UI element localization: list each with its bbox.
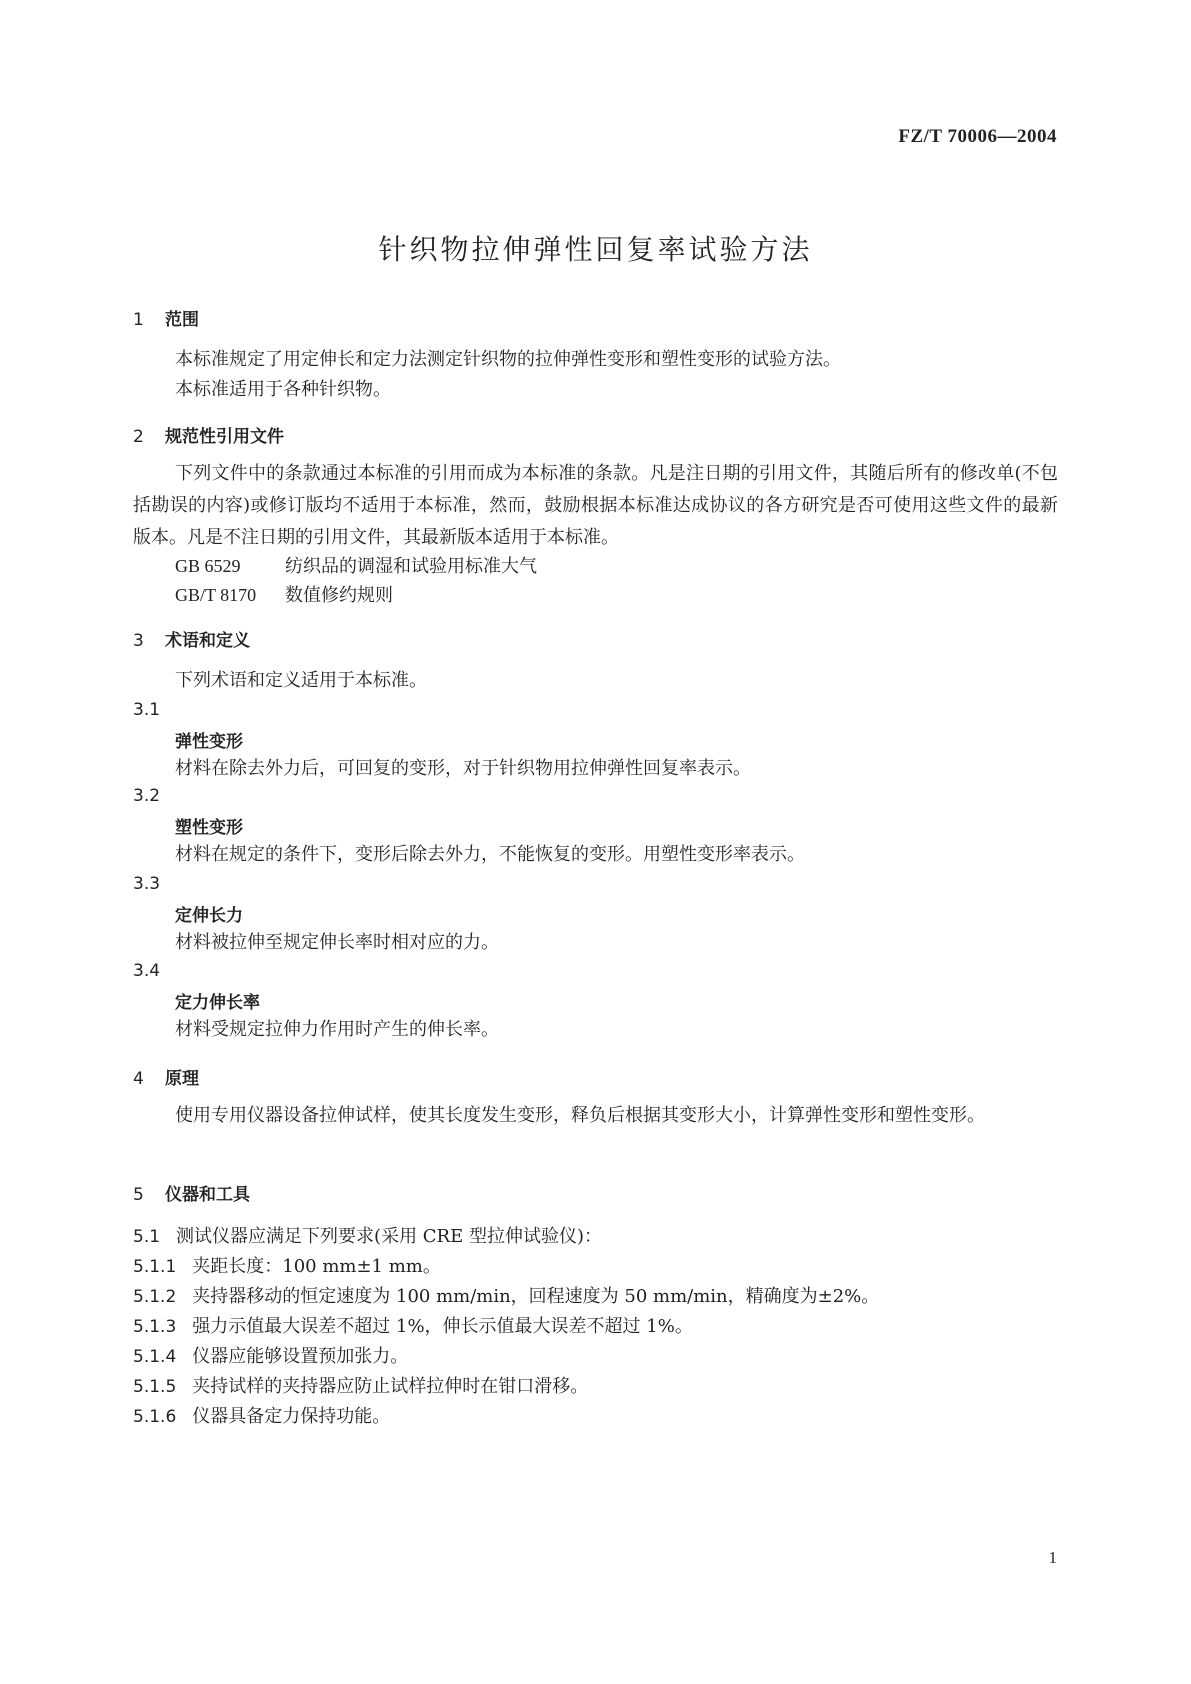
clause-number: 5.1.6	[133, 1407, 177, 1427]
clause-number: 5.1	[133, 1227, 161, 1247]
clause-number: 5.1.4	[133, 1347, 177, 1367]
section-5-heading	[133, 1180, 250, 1205]
standard-code: FZ/T 70006—2004	[898, 126, 1057, 147]
term-name: 弹性变形	[175, 732, 243, 752]
clause-text: 夹持器移动的恒定速度为 100 mm/min，回程速度为 50 mm/min，精确度为±2%。	[192, 1286, 880, 1307]
normative-reference	[175, 552, 537, 578]
clause-text: 夹持试样的夹持器应防止试样拉伸时在钳口滑移。	[192, 1376, 589, 1397]
section-2-heading	[133, 422, 284, 447]
clause-item	[133, 1372, 588, 1398]
section-number: 5	[133, 1185, 144, 1205]
term-number: 3.2	[133, 786, 161, 806]
clause-number: 5.1.3	[133, 1317, 177, 1337]
section-number: 2	[133, 427, 144, 447]
section-2-paragraph: 下列文件中的条款通过本标准的引用而成为本标准的条款。凡是注日期的引用文件，其随后所有的修改单(不包括勘误的内容)或修订版均不适用于本标准，然而，鼓励根据本标准达成协议的各方研究是否可使用这些文件的最新版本。凡是不注日期的引用文件，其最新版本适用于本标准。	[133, 463, 1058, 548]
term-number: 3.1	[133, 700, 161, 720]
section-number: 1	[133, 310, 144, 330]
document-title: 针织物拉伸弹性回复率试验方法	[378, 233, 813, 266]
section-1-paragraph-2: 本标准适用于各种针织物。	[175, 379, 391, 400]
section-3-heading	[133, 626, 250, 651]
clause-text: 仪器应能够设置预加张力。	[192, 1346, 409, 1367]
section-title: 仪器和工具	[165, 1185, 250, 1205]
term-definition: 材料在规定的条件下，变形后除去外力，不能恢复的变形。用塑性变形率表示。	[175, 844, 805, 865]
clause-text: 测试仪器应满足下列要求(采用 CRE 型拉伸试验仪)：	[176, 1226, 602, 1247]
clause-item	[133, 1252, 441, 1278]
clause-number: 5.1.1	[133, 1257, 177, 1277]
section-number: 3	[133, 631, 144, 651]
term-definition: 材料被拉伸至规定伸长率时相对应的力。	[175, 932, 499, 953]
page-number: 1	[1048, 1548, 1057, 1567]
clause-item	[133, 1342, 408, 1368]
term-number: 3.3	[133, 874, 161, 894]
clause-item	[133, 1222, 602, 1248]
term-definition: 材料受规定拉伸力作用时产生的伸长率。	[175, 1019, 499, 1040]
section-title: 原理	[165, 1069, 199, 1089]
term-name: 定伸长力	[175, 906, 243, 926]
reference-code: GB/T 8170	[175, 585, 257, 605]
clause-number: 5.1.5	[133, 1377, 177, 1397]
clause-item	[133, 1312, 693, 1338]
clause-item	[133, 1402, 390, 1428]
term-name: 定力伸长率	[175, 993, 260, 1013]
section-title: 规范性引用文件	[165, 427, 284, 447]
section-number: 4	[133, 1069, 144, 1089]
clause-text: 夹距长度：100 mm±1 mm。	[192, 1256, 441, 1277]
normative-reference	[175, 581, 393, 607]
term-name: 塑性变形	[175, 818, 243, 838]
term-number: 3.4	[133, 961, 161, 981]
reference-name: 数值修约规则	[285, 585, 393, 606]
section-1-heading	[133, 305, 199, 330]
section-1-paragraph-1: 本标准规定了用定伸长和定力法测定针织物的拉伸弹性变形和塑性变形的试验方法。	[175, 349, 841, 370]
section-title: 范围	[165, 310, 199, 330]
clause-item	[133, 1282, 879, 1308]
reference-code: GB 6529	[175, 556, 241, 576]
clause-number: 5.1.2	[133, 1287, 177, 1307]
reference-name: 纺织品的调湿和试验用标准大气	[285, 556, 537, 577]
section-3-intro: 下列术语和定义适用于本标准。	[175, 670, 427, 691]
clause-text: 仪器具备定力保持功能。	[192, 1406, 391, 1427]
term-definition: 材料在除去外力后，可回复的变形，对于针织物用拉伸弹性回复率表示。	[175, 758, 751, 779]
section-4-heading	[133, 1064, 199, 1089]
section-title: 术语和定义	[165, 631, 250, 651]
section-4-paragraph: 使用专用仪器设备拉伸试样，使其长度发生变形，释负后根据其变形大小，计算弹性变形和塑性变形。	[175, 1105, 985, 1126]
clause-text: 强力示值最大误差不超过 1%，伸长示值最大误差不超过 1%。	[192, 1316, 693, 1337]
